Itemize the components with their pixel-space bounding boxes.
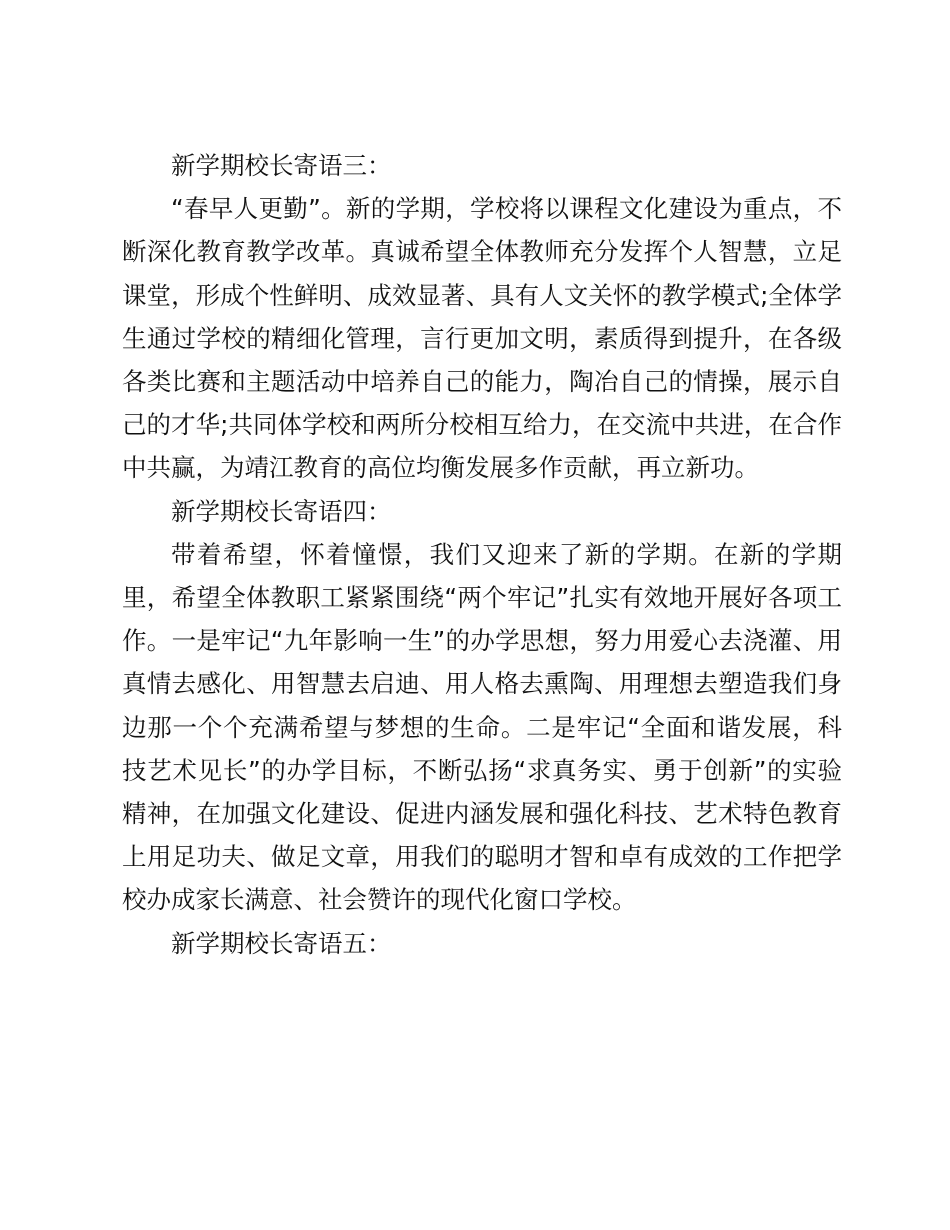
section-paragraph-4: 带着希望，怀着憧憬，我们又迎来了新的学期。在新的学期里，希望全体教职工紧紧围绕“两个牢记”扎实有效地开展好各项工作。一是牢记“九年影响一生”的办学思想，努力用爱心去浇灌、用真情去感化、用智慧去启迪、用人格去熏陶、用理想去塑造我们身边那一个个充满希望与梦想的生命。二是牢记“全面和谐发展，科技艺术见长”的办学目标，不断弘扬“求真务实、勇于创新”的实验精神，在加强文化建设、促进内涵发展和强化科技、艺术特色教育上用足功夫、做足文章，用我们的聪明才智和卓有成效的工作把学校办成家长满意、社会赞许的现代化窗口学校。 xyxy=(122,539,842,915)
section-heading-5: 新学期校长寄语五： xyxy=(171,928,392,958)
section-paragraph-3: “春早人更勤”。新的学期，学校将以课程文化建设为重点，不断深化教育教学改革。真诚希望全体教师充分发挥个人智慧，立足课堂，形成个性鲜明、成效显著、具有人文关怀的教学模式;全体学生通过学校的精细化管理，言行更加文明，素质得到提升，在各级各类比赛和主题活动中培养自己的能力，陶冶自己的情操，展示自己的才华;共同体学校和两所分校相互给力，在交流中共进，在合作中共赢，为靖江教育的高位均衡发展多作贡献，再立新功。 xyxy=(122,194,842,483)
document-body xyxy=(122,144,842,965)
section-heading-3: 新学期校长寄语三： xyxy=(171,151,392,180)
section-heading-4: 新学期校长寄语四： xyxy=(171,496,392,526)
